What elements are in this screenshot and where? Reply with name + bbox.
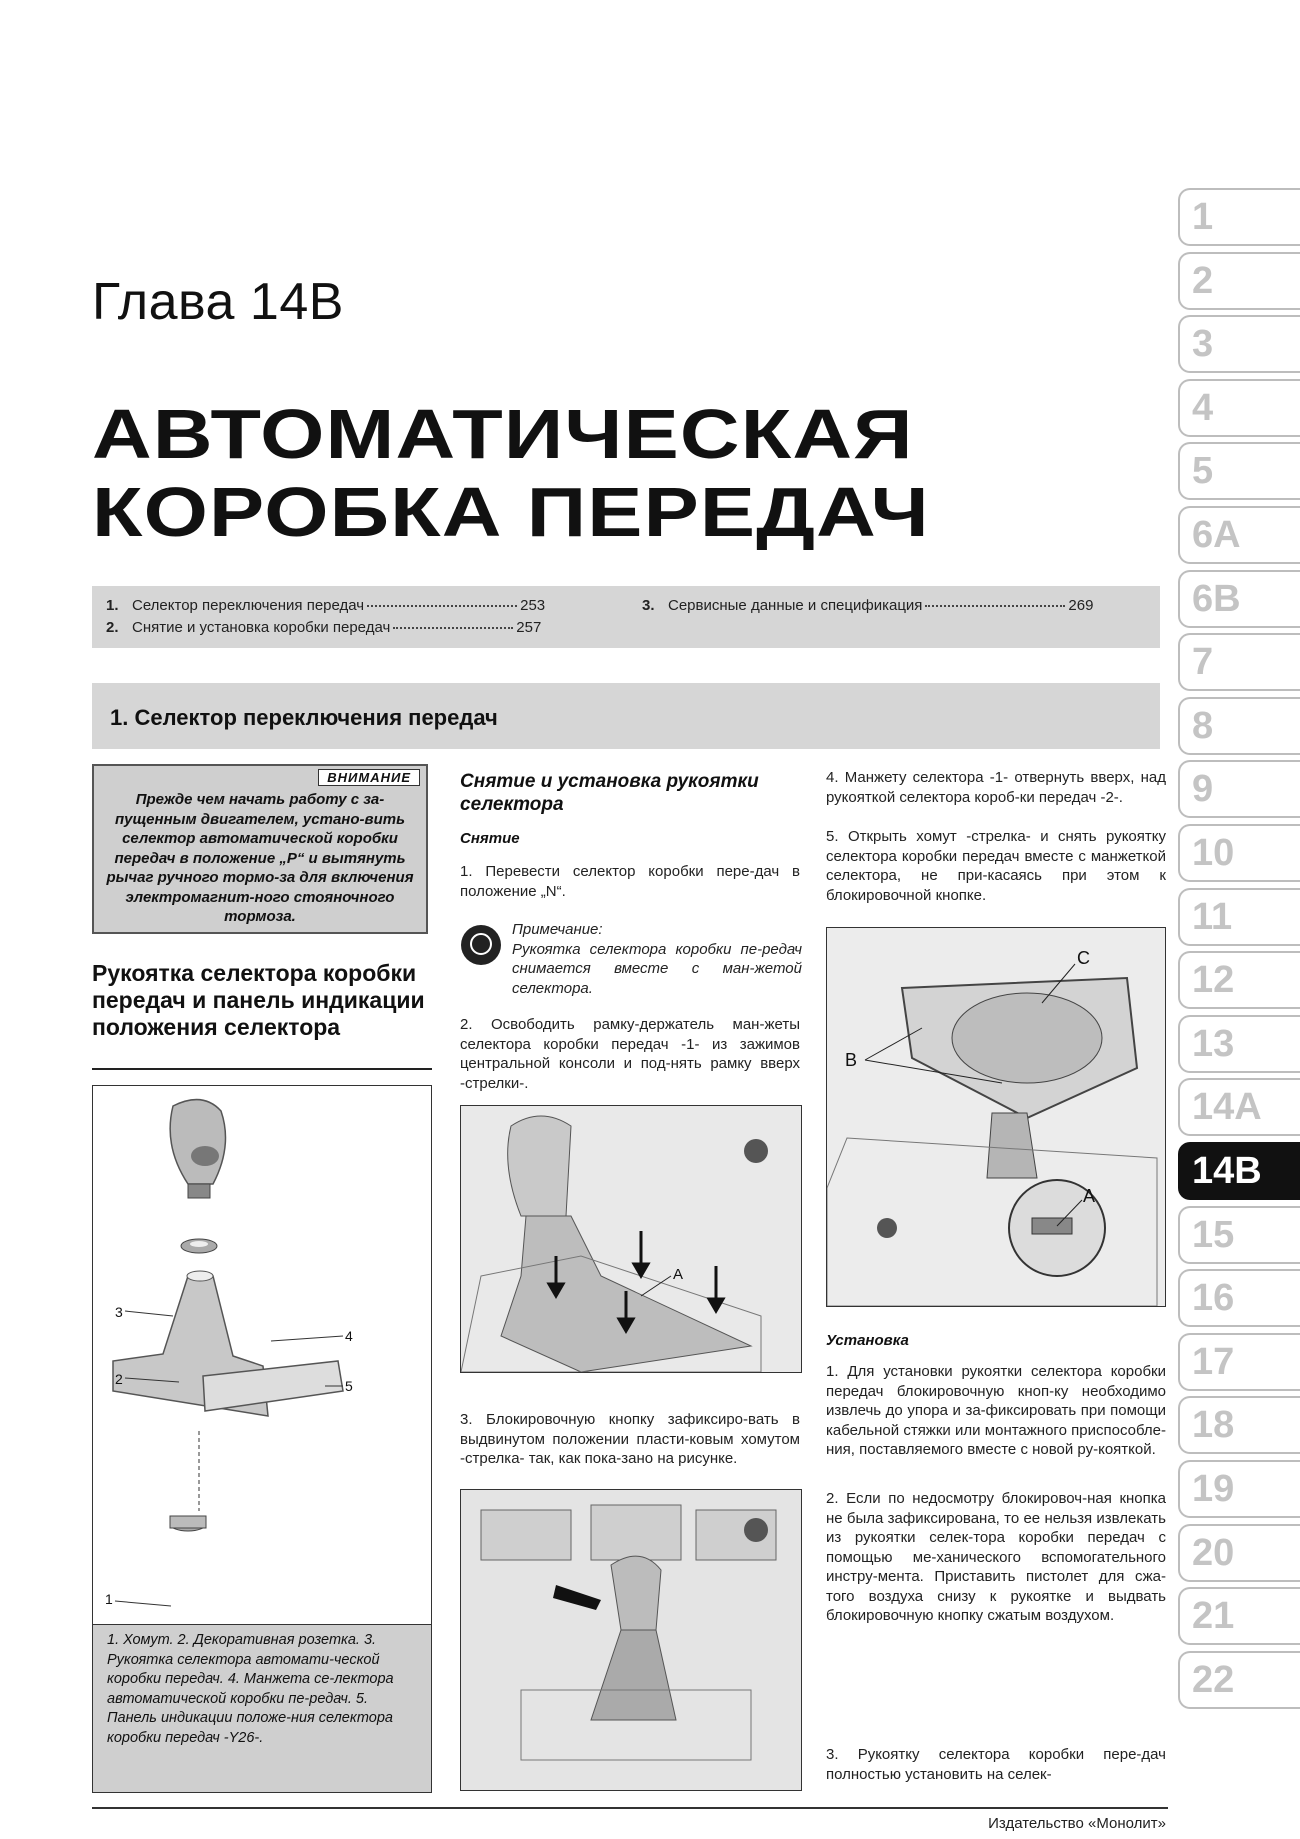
step-2: 2. Освободить рамку-держатель ман-жеты селектора коробки передач -1- из зажимов центральной консоли и под-нять рамку вверх -стрелки-. (460, 1016, 800, 1092)
toc-num: 1. (106, 597, 119, 614)
toc-item[interactable] (106, 597, 545, 614)
chapter-tab[interactable] (1178, 824, 1300, 882)
footer-rule (92, 1807, 1168, 1809)
chapter-tab-label: 17 (1192, 1340, 1235, 1383)
chapter-tab-label: 5 (1192, 450, 1214, 493)
figure-selector-exploded (92, 1085, 432, 1625)
chapter-tab-label: 14А (1192, 1086, 1262, 1129)
chapter-title-line2: КОРОБКА ПЕРЕДАЧ (92, 473, 930, 551)
step-4: 4. Манжету селектора -1- отвернуть вверх, над рукояткой селектора короб-ки передач -2-. (826, 769, 1166, 806)
toc-page: 253 (520, 597, 546, 614)
toc-label: Селектор переключения передач (132, 597, 365, 614)
callout-4: 4 (345, 1328, 353, 1344)
chapter-title (92, 395, 930, 551)
chapter-tab-label: 6А (1192, 514, 1241, 556)
chapter-tab[interactable] (1178, 1460, 1300, 1518)
handle-removed-illustration (827, 928, 1165, 1306)
chapter-tab[interactable] (1178, 633, 1300, 691)
warning-text: Прежде чем начать работу с за-пущенным двигателем, устано-вить селектор автоматической коробки передач в положение „Р“ и вытянуть рычаг ручного тормо-за для включения электромагнит-ного стояночного тормоза. (106, 791, 414, 925)
procedure-heading: Снятие и установка рукоятки селектора (460, 771, 759, 815)
caption-text: 1. Хомут. 2. Декоративная розетка. 3. Рукоятка селектора автомати-ческой коробки передач. 4. Манжета се-лектора автоматической коробки пе-редач. 5. Панель индикации положе-ния селектора коробки передач -Y26-. (107, 1632, 394, 1746)
lock-button-illustration (461, 1490, 801, 1790)
fig4-label-a: A (1083, 1186, 1096, 1206)
install-step-2: 2. Если по недосмотру блокировоч-ная кнопка не была зафиксирована, то ее нельзя извлекать из рукоятки селек-тора коробки передач с помощью ме-ханического вспомогательного инстру-мента. Приставить пистолет для сжа-того воздуха снизу к рукоятке и выдвать блокировочную кнопку сжатым воздухом. (826, 1490, 1166, 1624)
chapter-tab-label: 11 (1192, 895, 1233, 938)
chapter-tab-label: 20 (1192, 1531, 1235, 1574)
subheading: Рукоятка селектора коробки передач и панель индикации положения селектора (92, 960, 425, 1040)
chapter-tab[interactable] (1178, 442, 1300, 500)
callout-3: 3 (115, 1304, 123, 1320)
chapter-tab[interactable] (1178, 1651, 1300, 1709)
fig2-label-a: A (673, 1266, 684, 1283)
warning-label: ВНИМАНИЕ (318, 769, 420, 786)
chapter-tab-label: 22 (1192, 1658, 1235, 1701)
boot-frame-illustration (461, 1106, 801, 1372)
chapter-tab-label: 6В (1192, 577, 1241, 620)
chapter-tab[interactable] (1178, 315, 1300, 373)
figure-handle-removed (826, 927, 1166, 1307)
section-title: 1. Селектор переключения передач (110, 705, 498, 730)
chapter-tab[interactable] (1178, 1269, 1300, 1327)
fig4-label-b: B (845, 1050, 858, 1070)
fig4-label-c: C (1077, 948, 1090, 968)
chapter-tab[interactable] (1178, 1142, 1300, 1200)
step-1: 1. Перевести селектор коробки пере-дач в положение „N“. (460, 863, 800, 900)
note-label: Примечание: (512, 921, 603, 938)
warning-box (92, 764, 428, 934)
chapter-tab-label: 9 (1192, 768, 1214, 811)
chapter-tab[interactable] (1178, 1333, 1300, 1391)
toc-num: 2. (106, 619, 119, 636)
figure-lock-button (460, 1489, 802, 1791)
chapter-tab[interactable] (1178, 188, 1300, 246)
chapter-tab[interactable] (1178, 888, 1300, 946)
table-of-contents (92, 586, 1160, 648)
exploded-view-illustration (93, 1086, 431, 1624)
chapter-tab-label: 8 (1192, 704, 1214, 747)
callout-5: 5 (345, 1378, 353, 1394)
chapter-tab-label: 15 (1192, 1213, 1235, 1256)
chapter-tab[interactable] (1178, 506, 1300, 564)
chapter-tab-label: 16 (1192, 1277, 1235, 1320)
chapter-tab[interactable] (1178, 1015, 1300, 1073)
chapter-tab-label: 13 (1192, 1022, 1235, 1065)
install-heading: Установка (826, 1332, 909, 1349)
chapter-tab-label: 14В (1192, 1150, 1262, 1192)
install-step-3: 3. Рукоятку селектора коробки пере-дач полностью установить на селек- (826, 1746, 1166, 1783)
chapter-tab[interactable] (1178, 379, 1300, 437)
subheading-rule (92, 1068, 432, 1070)
toc-item[interactable] (642, 597, 1093, 614)
install-step-1: 1. Для установки рукоятки селектора коробки передач блокировочную кноп-ку необходимо извлечь до упора и за-фиксировать при помощи кабельной стяжки или монтажного приспособле-ния, поставляемого вместе с новой ру-кояткой. (826, 1363, 1166, 1458)
toc-num: 3. (642, 597, 655, 614)
chapter-tab-label: 19 (1192, 1468, 1235, 1510)
chapter-tab[interactable] (1178, 1524, 1300, 1582)
chapter-tab[interactable] (1178, 1206, 1300, 1264)
step-5: 5. Открыть хомут -стрелка- и снять рукоятку селектора коробки передач вместе с манжеткой селектора, не при-касаясь при этом к блокировочной кнопке. (826, 828, 1166, 904)
chapter-tab-label: 1 (1192, 196, 1214, 238)
figure-caption (92, 1625, 432, 1793)
toc-label: Снятие и установка коробки передач (132, 619, 391, 636)
chapter-tab-label: 7 (1192, 641, 1214, 684)
figure-boot-frame (460, 1105, 802, 1373)
toc-page: 269 (1068, 597, 1094, 614)
chapter-tab[interactable] (1178, 570, 1300, 628)
chapter-tab[interactable] (1178, 1587, 1300, 1645)
note-icon (461, 925, 501, 965)
note-block (512, 920, 802, 998)
chapter-tab-label: 4 (1192, 386, 1214, 429)
chapter-tab[interactable] (1178, 697, 1300, 755)
step-3: 3. Блокировочную кнопку зафиксиро-вать в выдвинутом положении пласти-ковым хомутом -стрелка- так, как пока-зано на рисунке. (460, 1411, 800, 1467)
chapter-tab[interactable] (1178, 1078, 1300, 1136)
removal-heading: Снятие (460, 830, 520, 847)
chapter-tab[interactable] (1178, 951, 1300, 1009)
chapter-tab[interactable] (1178, 252, 1300, 310)
chapter-title-line1: АВТОМАТИЧЕСКАЯ (92, 395, 914, 473)
chapter-tab-label: 3 (1192, 323, 1214, 366)
chapter-tab-label: 12 (1192, 959, 1235, 1002)
publisher-footer: Издательство «Монолит» (988, 1815, 1166, 1832)
chapter-tab-label: 21 (1192, 1595, 1235, 1638)
toc-page: 257 (516, 619, 542, 636)
toc-label: Сервисные данные и спецификация (668, 597, 923, 614)
toc-item[interactable] (106, 619, 541, 636)
callout-2: 2 (115, 1371, 123, 1387)
chapter-tab[interactable] (1178, 1396, 1300, 1454)
note-text: Рукоятка селектора коробки пе-редач снимается вместе с ман-жетой селектора. (512, 940, 802, 997)
chapter-number: Глава 14В (92, 273, 344, 331)
callout-1: 1 (105, 1591, 113, 1607)
chapter-tab-label: 2 (1192, 259, 1214, 302)
chapter-tab-label: 18 (1192, 1404, 1235, 1447)
section-header (92, 683, 1160, 749)
chapter-tab-label: 10 (1192, 832, 1235, 874)
chapter-tab[interactable] (1178, 760, 1300, 818)
